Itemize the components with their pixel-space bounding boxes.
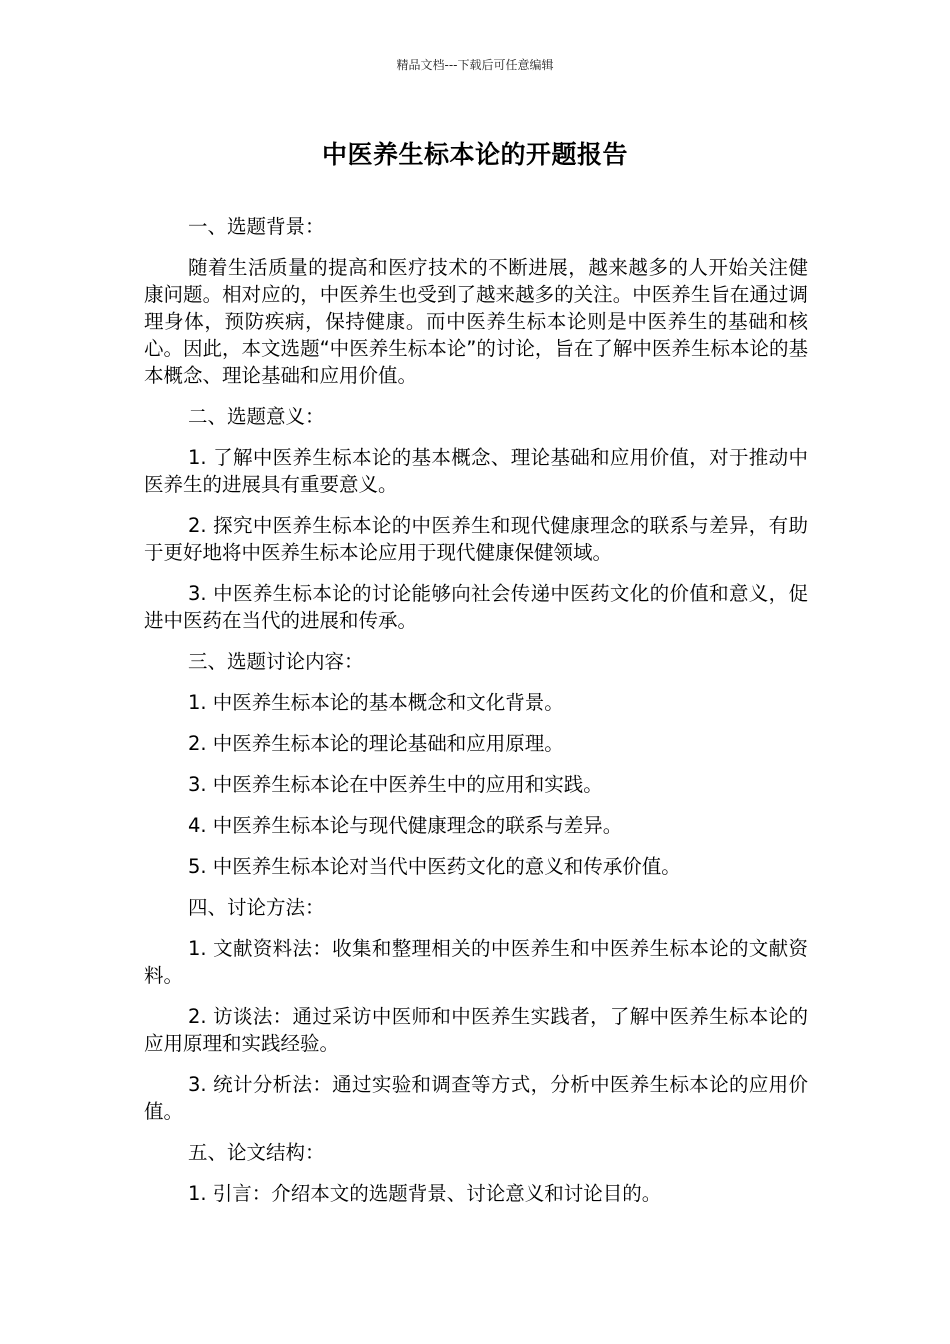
- background-paragraph: 随着生活质量的提高和医疗技术的不断进展，越来越多的人开始关注健康问题。相对应的，中医养生也受到了越来越多的关注。中医养生旨在通过调理身体，预防疾病，保持健康。而中医养生标本论则是中医养生的基础和核心。因此，本文选题“中医养生标本论”的讨论，旨在了解中医养生标本论的基本概念、理论基础和应用价值。: [144, 256, 808, 387]
- document-body: [144, 213, 808, 1221]
- document-title: 中医养生标本论的开题报告: [321, 140, 628, 169]
- content-item: 5. 中医养生标本论对当代中医药文化的意义和传承价值。: [188, 855, 681, 878]
- significance-item: 1. 了解中医养生标本论的基本概念、理论基础和应用价值，对于推动中医养生的进展具有重要意义。: [144, 446, 808, 496]
- method-item: 2. 访谈法：通过采访中医师和中医养生实践者，了解中医养生标本论的应用原理和实践经验。: [144, 1005, 808, 1055]
- header-note: 精品文档---下载后可任意编辑: [396, 58, 554, 72]
- section-heading-content: 三、选题讨论内容：: [188, 650, 364, 673]
- content-item: 3. 中医养生标本论在中医养生中的应用和实践。: [188, 773, 603, 796]
- significance-item: 3. 中医养生标本论的讨论能够向社会传递中医药文化的价值和意义，促进中医药在当代的进展和传承。: [144, 582, 808, 632]
- method-item: 3. 统计分析法：通过实验和调查等方式，分析中医养生标本论的应用价值。: [144, 1073, 808, 1123]
- content-item: 2. 中医养生标本论的理论基础和应用原理。: [188, 732, 564, 755]
- section-heading-significance: 二、选题意义：: [188, 405, 325, 428]
- structure-item: 1. 引言：介绍本文的选题背景、讨论意义和讨论目的。: [188, 1182, 662, 1205]
- content-item: 4. 中医养生标本论与现代健康理念的联系与差异。: [188, 814, 623, 837]
- section-heading-methods: 四、讨论方法：: [188, 896, 325, 919]
- method-item: 1. 文献资料法：收集和整理相关的中医养生和中医养生标本论的文献资料。: [144, 937, 808, 987]
- significance-item: 2. 探究中医养生标本论的中医养生和现代健康理念的联系与差异，有助于更好地将中医养生标本论应用于现代健康保健领域。: [144, 514, 808, 564]
- content-item: 1. 中医养生标本论的基本概念和文化背景。: [188, 691, 564, 714]
- section-heading-background: 一、选题背景：: [188, 215, 325, 238]
- section-heading-structure: 五、论文结构：: [188, 1141, 325, 1164]
